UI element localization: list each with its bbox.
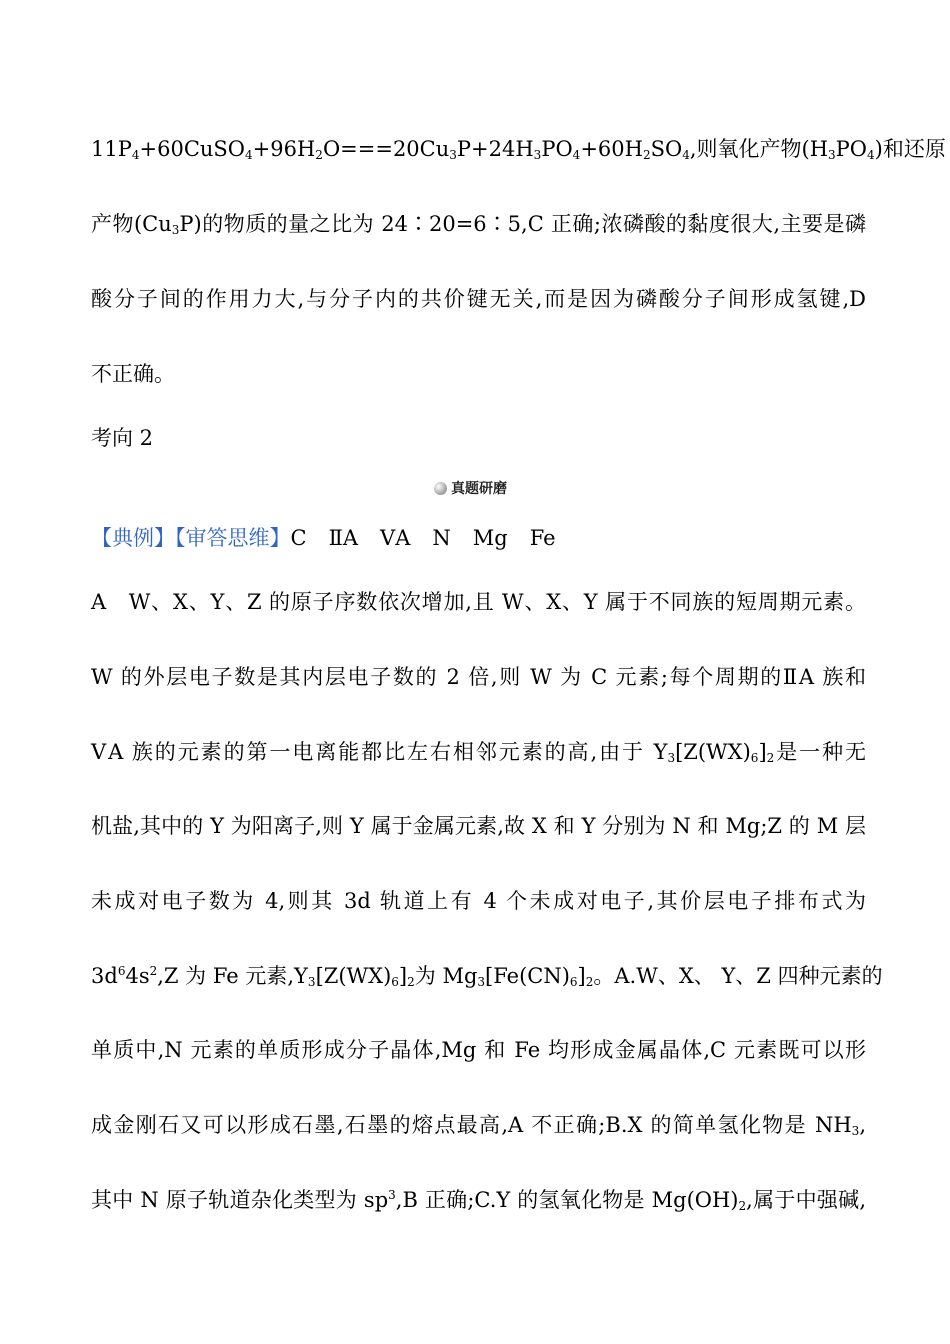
- paragraph-line-7: A W、X、Y、Z 的原子序数依次增加,且 W、X、Y 属于不同族的短周期元素。: [91, 590, 866, 614]
- section-heading-kaoxiang: 考向 2: [91, 426, 154, 450]
- example-header-line: [91, 524, 866, 552]
- answer-item: C: [290, 526, 307, 550]
- paragraph-line-4: 不正确。: [91, 362, 175, 386]
- paragraph-line-1: $11P_4+60CuSO_4+96H_2O===20Cu_3P+24H_3PO_4+60H_2SO_4$,则氧化产物$(H_3PO_4)$和还原: [91, 137, 946, 162]
- paragraph-line-9: ⅤA 族的元素的第一电离能都比左右相邻元素的高,由于 $Y_3[Z(WX)_6]_2$是一种无: [91, 740, 867, 765]
- answer-item: Mg: [472, 526, 508, 550]
- shenda-siwei-tag: 【审答思维】: [175, 526, 291, 550]
- paragraph-line-12: $3d^64s^2,Z$ 为 Fe 元素$,Y_3[Z(WX)_6]_2$为 $Mg_3[Fe(CN)_6]_2$。A.W、X、 Y、Z 四种元素的: [91, 964, 883, 989]
- paragraph-line-10: 机盐,其中的 Y 为阳离子,则 Y 属于金属元素,故 X 和 Y 分别为 N 和 Mg;Z 的 M 层: [91, 814, 866, 838]
- badge-label: 真题研磨: [451, 481, 507, 497]
- paragraph-line-14: 成金刚石又可以形成石墨,石墨的熔点最高,A 不正确;B.X 的简单氢化物是 $NH_3$,: [91, 1113, 866, 1138]
- paragraph-line-13: 单质中,N 元素的单质形成分子晶体,Mg 和 Fe 均形成金属晶体,C 元素既可以形: [91, 1038, 866, 1062]
- answer-item: ⅡA: [328, 526, 359, 550]
- paragraph-line-15: 其中 N 原子轨道杂化类型为 $sp^3,B$ 正确;C.Y 的氢氧化物是 $Mg(OH)_2$,属于中强碱,: [91, 1188, 866, 1213]
- paragraph-line-3: 酸分子间的作用力大,与分子内的共价键无关,而是因为磷酸分子间形成氢键,D: [91, 287, 866, 311]
- dianli-tag: 【典例】: [91, 526, 175, 550]
- paragraph-line-2: 产物$(Cu_3P)$的物质的量之比为 24∶20=6∶5,C 正确;浓磷酸的黏度很大,主要是磷: [91, 212, 866, 237]
- answer-item: ⅤA: [380, 526, 411, 550]
- answer-item: Fe: [529, 526, 556, 550]
- badge-circle-icon: [434, 482, 447, 495]
- answer-item: N: [432, 526, 451, 550]
- zhenti-yanmo-badge: [434, 478, 507, 498]
- paragraph-line-11: 未成对电子数为 4,则其 3d 轨道上有 4 个未成对电子,其价层电子排布式为: [91, 889, 866, 913]
- paragraph-line-8: W 的外层电子数是其内层电子数的 2 倍,则 W 为 C 元素;每个周期的ⅡA 族和: [91, 665, 866, 689]
